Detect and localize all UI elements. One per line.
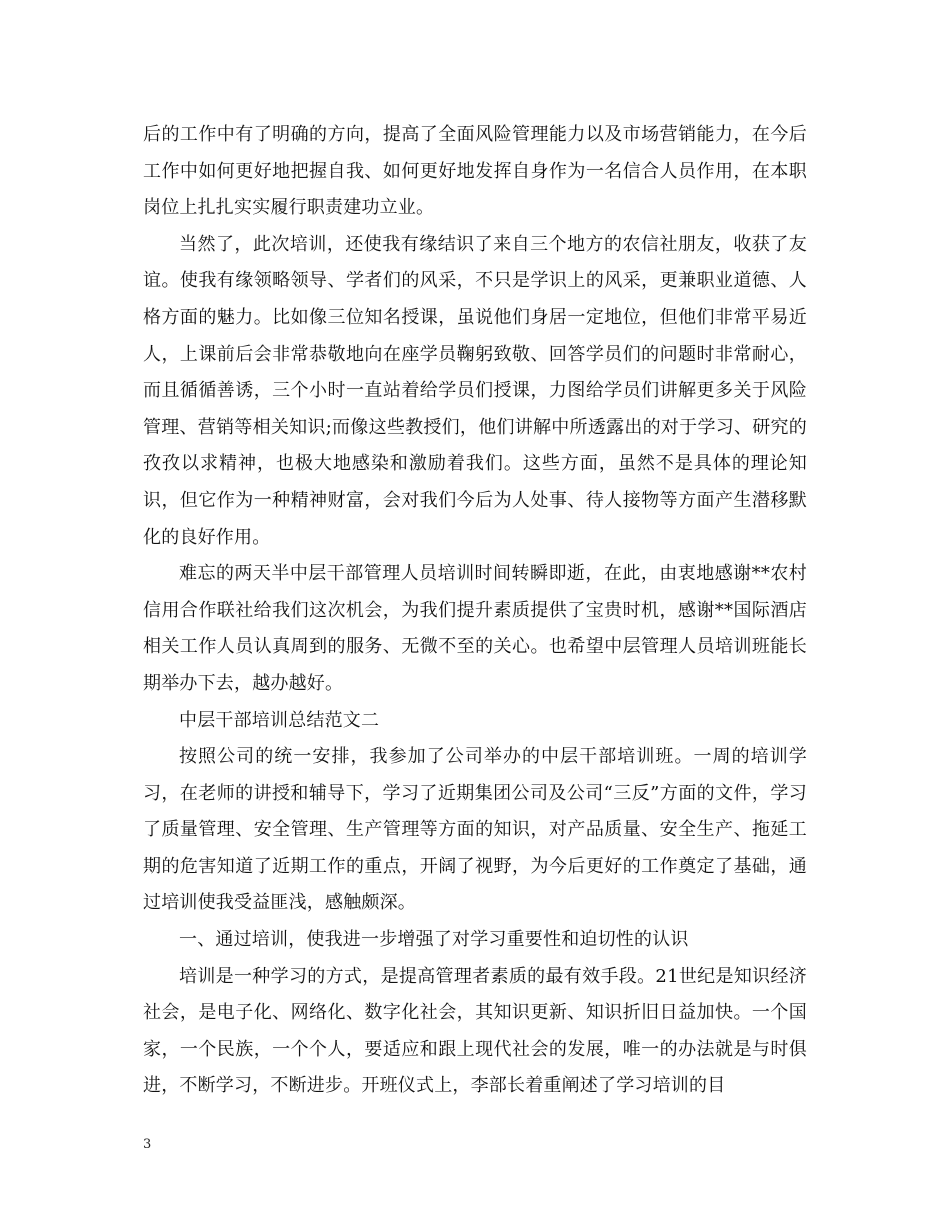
paragraph-continuation: 后的工作中有了明确的方向，提高了全面风险管理能力以及市场营销能力，在今后工作中如何更好地把握自我、如何更好地发挥自身作为一名信合人员作用，在本职岗位上扎扎实实履行职责建功立业。: [143, 124, 807, 219]
section-title-sample-two: 中层干部培训总结范文二: [179, 709, 380, 731]
paragraph-training-overview: 按照公司的统一安排，我参加了公司举办的中层干部培训班。一周的培训学习，在老师的讲授和辅导下，学习了近期集团公司及公司“三反”方面的文件，学习了质量管理、安全管理、生产管理等方面的知识，对产品质量、安全生产、拖延工期的危害知道了近期工作的重点，开阔了视野，为今后更好的工作奠定了基础，通过培训使我受益匪浅，感触颇深。: [143, 746, 807, 914]
paragraph-friendship: 当然了，此次培训，还使我有缘结识了来自三个地方的农信社朋友，收获了友谊。使我有缘领略领导、学者们的风采，不只是学识上的风采，更兼职业道德、人格方面的魅力。比如像三位知名授课，虽说他们身居一定地位，但他们非常平易近人，上课前后会非常恭敬地向在座学员鞠躬致敬、回答学员们的问题时非常耐心，而且循循善诱，三个小时一直站着给学员们授课，力图给学员们讲解更多关于风险管理、营销等相关知识;而像这些教授们，他们讲解中所透露出的对于学习、研究的孜孜以求精神，也极大地感染和激励着我们。这些方面，虽然不是具体的理论知识，但它作为一种精神财富，会对我们今后为人处事、待人接物等方面产生潜移默化的良好作用。: [143, 233, 807, 548]
paragraph-learning-importance: 培训是一种学习的方式，是提高管理者素质的最有效手段。21世纪是知识经济社会，是电子化、网络化、数字化社会，其知识更新、知识折旧日益加快。一个国家，一个民族，一个个人，要适应和跟上现代社会的发展，唯一的办法就是与时俱进，不断学习，不断进步。开班仪式上，李部长着重阐述了学习培训的目: [143, 965, 807, 1097]
body-text: [143, 117, 807, 1105]
page-number: 3: [143, 1137, 152, 1152]
paragraph-thanks: 难忘的两天半中层干部管理人员培训时间转瞬即逝，在此，由衷地感谢**农村信用合作联社给我们这次机会，为我们提升素质提供了宝贵时机，感谢**国际酒店相关工作人员认真周到的服务、无微不至的关心。也希望中层管理人员培训班能长期举办下去，越办越好。: [143, 563, 807, 694]
heading-point-one: 一、通过培训，使我进一步增强了对学习重要性和迫切性的认识: [179, 929, 689, 951]
